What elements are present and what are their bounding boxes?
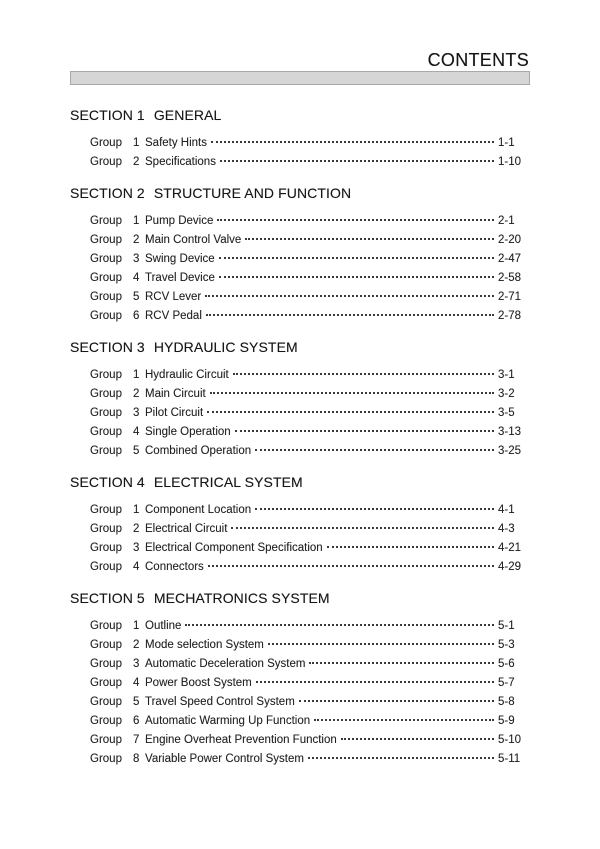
dot-leader: [309, 662, 494, 664]
toc-entry: [70, 442, 530, 461]
group-label: Group: [90, 658, 122, 670]
page-number: 2-78: [498, 310, 522, 322]
group-label: Group: [90, 407, 122, 419]
group-label: Group: [90, 234, 122, 246]
entry-title: Combined Operation: [145, 445, 252, 457]
page-number: 5-10: [498, 734, 522, 746]
group-label: Group: [90, 369, 122, 381]
entry-title: Automatic Deceleration System: [145, 658, 306, 670]
dot-leader: [208, 565, 494, 567]
entry-title: Power Boost System: [145, 677, 252, 689]
entry-title: Component Location: [145, 504, 252, 516]
page-number: 3-5: [498, 407, 515, 419]
page-number: 2-58: [498, 272, 522, 284]
entry-title: Pilot Circuit: [145, 407, 204, 419]
page-number: 5-9: [498, 715, 515, 727]
section-number-label: SECTION 1: [70, 107, 145, 123]
group-label: Group: [90, 753, 122, 765]
section-title-text: ELECTRICAL SYSTEM: [153, 474, 303, 490]
entry-title: Single Operation: [145, 426, 231, 438]
toc-section: [70, 106, 530, 172]
dot-leader: [211, 141, 494, 143]
dot-leader: [231, 527, 494, 529]
section-title-text: STRUCTURE AND FUNCTION: [153, 185, 352, 201]
page-number: 3-2: [498, 388, 515, 400]
toc-entry: [70, 366, 530, 385]
dot-leader: [268, 643, 494, 645]
section-number-label: SECTION 4: [70, 474, 145, 490]
toc-entry: [70, 750, 530, 769]
group-label: Group: [90, 426, 122, 438]
section-heading: [70, 184, 530, 203]
group-label: Group: [90, 561, 122, 573]
group-number: 3: [133, 658, 140, 670]
page-number: 2-47: [498, 253, 522, 265]
entry-title: Safety Hints: [145, 137, 207, 149]
page-number: 4-1: [498, 504, 515, 516]
toc-entry: [70, 231, 530, 250]
toc-section: [70, 184, 530, 326]
section-title-text: MECHATRONICS SYSTEM: [153, 590, 330, 606]
entry-title: Main Circuit: [145, 388, 206, 400]
group-number: 3: [133, 253, 140, 265]
section-number-label: SECTION 5: [70, 590, 145, 606]
page-number: 5-3: [498, 639, 515, 651]
page-number: 1-10: [498, 156, 522, 168]
entry-title: Outline: [145, 620, 182, 632]
toc-entry: [70, 712, 530, 731]
toc-entry: [70, 520, 530, 539]
dot-leader: [256, 681, 494, 683]
group-number: 6: [133, 310, 140, 322]
dot-leader: [220, 160, 494, 162]
table-of-contents: [70, 85, 530, 769]
group-label: Group: [90, 504, 122, 516]
dot-leader: [235, 430, 494, 432]
page-number: 5-1: [498, 620, 515, 632]
entry-title: Electrical Circuit: [145, 523, 228, 535]
entry-title: Mode selection System: [145, 639, 264, 651]
group-number: 4: [133, 561, 140, 573]
group-number: 3: [133, 542, 140, 554]
dot-leader: [219, 257, 494, 259]
page-number: 3-13: [498, 426, 522, 438]
toc-entry: [70, 134, 530, 153]
page-number: 5-7: [498, 677, 515, 689]
page-number: 5-6: [498, 658, 515, 670]
dot-leader: [206, 314, 494, 316]
dot-leader: [327, 546, 494, 548]
toc-entry: [70, 307, 530, 326]
toc-entry: [70, 674, 530, 693]
toc-entry: [70, 539, 530, 558]
section-heading: [70, 589, 530, 608]
group-number: 5: [133, 445, 140, 457]
toc-entry: [70, 655, 530, 674]
dot-leader: [245, 238, 494, 240]
group-label: Group: [90, 253, 122, 265]
group-number: 2: [133, 388, 140, 400]
toc-entry: [70, 288, 530, 307]
group-number: 1: [133, 137, 140, 149]
page-number: 3-25: [498, 445, 522, 457]
page-number: 2-20: [498, 234, 522, 246]
section-title-text: HYDRAULIC SYSTEM: [153, 339, 298, 355]
dot-leader: [314, 719, 494, 721]
dot-leader: [255, 508, 494, 510]
group-label: Group: [90, 272, 122, 284]
group-number: 4: [133, 677, 140, 689]
dot-leader: [341, 738, 494, 740]
group-number: 4: [133, 272, 140, 284]
entry-title: Pump Device: [145, 215, 214, 227]
section-title-text: GENERAL: [153, 107, 222, 123]
group-label: Group: [90, 523, 122, 535]
group-number: 5: [133, 291, 140, 303]
dot-leader: [255, 449, 494, 451]
group-label: Group: [90, 620, 122, 632]
entry-title: Travel Speed Control System: [145, 696, 295, 708]
entry-title: Connectors: [145, 561, 204, 573]
page-number: 4-3: [498, 523, 515, 535]
group-label: Group: [90, 156, 122, 168]
group-label: Group: [90, 310, 122, 322]
toc-entry: [70, 404, 530, 423]
group-label: Group: [90, 696, 122, 708]
toc-entry: [70, 385, 530, 404]
group-number: 6: [133, 715, 140, 727]
toc-section: [70, 338, 530, 461]
group-label: Group: [90, 445, 122, 457]
entry-title: Engine Overheat Prevention Function: [145, 734, 337, 746]
page-number: 4-21: [498, 542, 522, 554]
toc-entry: [70, 423, 530, 442]
entry-title: Automatic Warming Up Function: [145, 715, 311, 727]
toc-entry: [70, 693, 530, 712]
dot-leader: [299, 700, 494, 702]
dot-leader: [219, 276, 494, 278]
entry-title: Main Control Valve: [145, 234, 242, 246]
group-number: 1: [133, 620, 140, 632]
group-label: Group: [90, 215, 122, 227]
group-number: 1: [133, 369, 140, 381]
entry-title: Swing Device: [145, 253, 215, 265]
dot-leader: [308, 757, 494, 759]
group-label: Group: [90, 639, 122, 651]
page-number: 2-71: [498, 291, 522, 303]
page-number: 4-29: [498, 561, 522, 573]
toc-section: [70, 589, 530, 769]
dot-leader: [210, 392, 494, 394]
dot-leader: [205, 295, 494, 297]
section-number-label: SECTION 3: [70, 339, 145, 355]
section-heading: [70, 338, 530, 357]
section-heading: [70, 473, 530, 492]
dot-leader: [217, 219, 494, 221]
page-number: 1-1: [498, 137, 515, 149]
toc-entry: [70, 212, 530, 231]
dot-leader: [207, 411, 494, 413]
group-number: 5: [133, 696, 140, 708]
group-number: 7: [133, 734, 140, 746]
toc-entry: [70, 558, 530, 577]
title-underline-bar: [70, 71, 530, 85]
group-label: Group: [90, 542, 122, 554]
section-number-label: SECTION 2: [70, 185, 145, 201]
group-number: 2: [133, 639, 140, 651]
group-label: Group: [90, 715, 122, 727]
entry-title: Electrical Component Specification: [145, 542, 323, 554]
page-number: 3-1: [498, 369, 515, 381]
group-number: 4: [133, 426, 140, 438]
group-number: 1: [133, 504, 140, 516]
entry-title: RCV Pedal: [145, 310, 202, 322]
page-title: CONTENTS: [427, 50, 529, 70]
toc-entry: [70, 731, 530, 750]
group-number: 2: [133, 234, 140, 246]
page-number: 2-1: [498, 215, 515, 227]
group-number: 2: [133, 523, 140, 535]
toc-entry: [70, 636, 530, 655]
toc-section: [70, 473, 530, 577]
entry-title: Variable Power Control System: [145, 753, 304, 765]
dot-leader: [185, 624, 494, 626]
group-number: 8: [133, 753, 140, 765]
toc-entry: [70, 153, 530, 172]
dot-leader: [233, 373, 494, 375]
group-number: 1: [133, 215, 140, 227]
entry-title: Specifications: [145, 156, 216, 168]
page-number: 5-11: [498, 753, 521, 765]
section-heading: [70, 106, 530, 125]
entry-title: Travel Device: [145, 272, 215, 284]
entry-title: RCV Lever: [145, 291, 202, 303]
group-number: 2: [133, 156, 140, 168]
toc-entry: [70, 250, 530, 269]
toc-entry: [70, 501, 530, 520]
group-label: Group: [90, 388, 122, 400]
group-label: Group: [90, 734, 122, 746]
toc-entry: [70, 617, 530, 636]
entry-title: Hydraulic Circuit: [145, 369, 229, 381]
group-number: 3: [133, 407, 140, 419]
group-label: Group: [90, 677, 122, 689]
group-label: Group: [90, 291, 122, 303]
group-label: Group: [90, 137, 122, 149]
toc-entry: [70, 269, 530, 288]
page-number: 5-8: [498, 696, 515, 708]
